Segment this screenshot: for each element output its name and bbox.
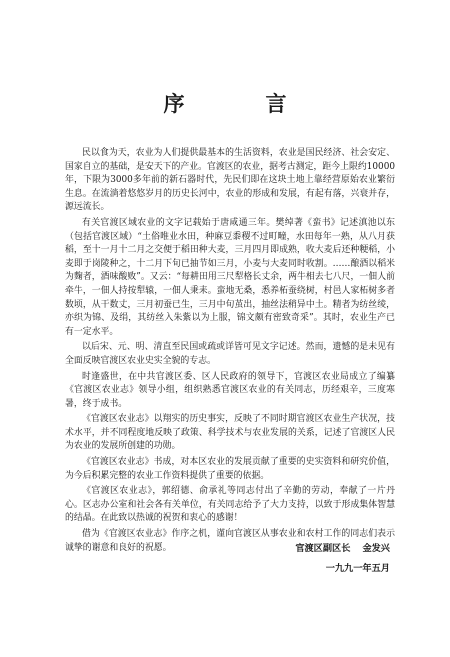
paragraph-1: 民以食为天，农业为人们提供最基本的生活资料，农业是国民经济、社会安定、国家自立的基础，是安天下的产业。官渡区的农业，据考古测定，距今上限约10000年，下限为3000多年前的新石器时代，先民们即在这块土地上靠经营原始农业繁衍生息。在流淌着悠悠岁月的历史长河中，农业的形成和发展，有起有落，兴衰并存，源远流长。 [65, 148, 395, 213]
signature-position: 官渡区副区长 [295, 543, 351, 554]
signature-line [295, 540, 390, 554]
signature-date: 一九九一年五月 [325, 563, 390, 574]
signature-name: 金发兴 [362, 543, 390, 554]
page-title: 序 言 [163, 91, 317, 116]
paragraph-4: 时逢盛世，在中共官渡区委、区人民政府的领导下，官渡区农业局成立了编纂《官渡区农业志》领导小组，组织熟悉官渡区农业的有关同志，历经艰辛，三度寒暑，终于成书。 [65, 371, 395, 409]
paragraph-7: 《官渡区农业志》，郭绍德、俞承礼等同志付出了辛勤的劳动，奉献了一片丹心。区志办公室和社会各有关单位，有关同志给予了大力支持，以致于形成集体智慧的结晶。在此致以热诚的祝贺和衷心的感谢！ [65, 486, 395, 524]
paragraph-5: 《官渡区农业志》以翔实的历史事实，反映了不同时期官渡区农业生产状况，技术水平，并不同程度地反映了政策、科学技术与农业发展的关系，记述了官渡区人民为农业的发展所创建的功勋。 [65, 414, 395, 452]
paragraph-8: 借为《官渡区农业志》作序之机，谨向官渡区从事农业和农村工作的同志们表示诚挚的谢意和良好的祝愿。 [65, 529, 395, 553]
paragraph-2: 有关官渡区域农业的文字记载始于唐咸通三年。樊绰著《蛮书》记述滇池以东（包括官渡区域）“土俗唯业水田，种麻豆黍稷不过町疃，水田每年一熟，从八月获稻，至十一月十二月之交便于稻田种大麦，三月四月即成熟，收大麦后还种粳稻，小麦即于岗陵种之，十二月下旬已抽节如三月，小麦与大麦同时收割。……酿酒以稻米为麴者，酒味酸败”。又云：“每耕田用三尺犁格长丈余，两牛相去七八尺，一佃人前牵牛，一佃人持按犁辕，一佃人秉耒。蛮地无桑，悉养柘蚕绕树，村邑人家柘树多者数顷，从干数丈，三月初蚕已生，三月中旬茧出，抽丝法稍异中土。精者为纺丝绫，亦织为锦、及绢，其纺丝入朱紫以为上服，锦文颇有密致奇采”。其时，农业生产已有一定水平。 [65, 217, 395, 337]
paragraph-6: 《官渡区农业志》书成，对本区农业的发展贡献了重要的史实资料和研究价值，为今后积累完整的农业工作资料提供了重要的依据。 [65, 457, 395, 481]
paragraph-3: 以后宋、元、明、清直至民国或疏或详皆可见文字记述。然而，遗憾的是未见有全面反映官渡区农业史实全貌的专志。 [65, 342, 395, 366]
preface-body [65, 147, 395, 557]
